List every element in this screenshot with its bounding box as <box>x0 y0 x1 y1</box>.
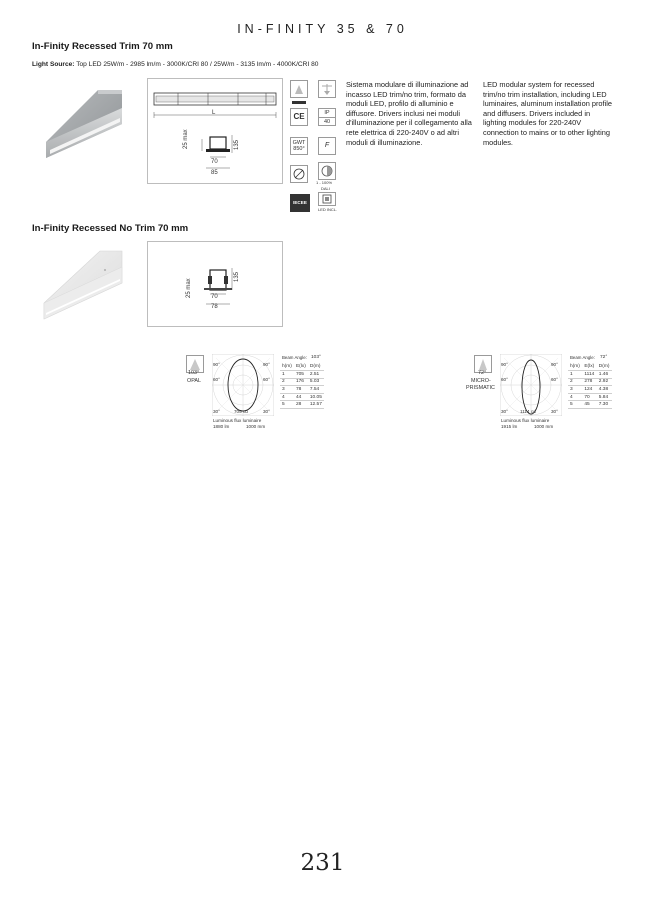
table-row <box>568 401 612 409</box>
opal-angle-tr: 90° <box>263 362 270 367</box>
cell-e: 278 <box>582 378 596 386</box>
table-row <box>568 393 612 401</box>
cell-d: 2.92 <box>597 378 612 386</box>
col-h: h(m) <box>568 363 582 371</box>
micro-peak-cd: 1114 cd <box>520 409 536 414</box>
table-row <box>280 401 324 409</box>
downlight-arrow-icon <box>318 80 336 98</box>
cell-d: 5.84 <box>597 393 612 401</box>
opal-flux-title: Luminous flux luminaire <box>213 418 262 423</box>
table-row <box>280 371 324 379</box>
cell-h: 4 <box>568 393 582 401</box>
micro-angle: 72° <box>478 370 487 376</box>
light-source-label: Light Source: <box>32 61 75 68</box>
col-e: E(lx) <box>582 363 596 371</box>
cell-d: 12.57 <box>308 401 324 409</box>
micro-angle-bl: 30° <box>501 409 508 414</box>
cell-e: 124 <box>582 386 596 394</box>
cell-d: 2.51 <box>308 371 324 379</box>
table-row <box>280 378 324 386</box>
opal-flux-value: 1880 lm <box>213 424 230 429</box>
description-english: LED modular system for recessed trim/no trim installation, including LED luminaires, aluminum installation profile and diffusers. Drivers included in lighting modules for 220-240V connection to mains or to other lighting modules. <box>483 80 612 147</box>
cell-h: 3 <box>280 386 294 394</box>
micro-angle-br: 30° <box>551 409 558 414</box>
cell-h: 4 <box>280 393 294 401</box>
micro-angle-ml: 60° <box>501 377 508 382</box>
cell-h: 2 <box>568 378 582 386</box>
product-photo-trim <box>40 84 135 164</box>
cell-h: 5 <box>568 401 582 409</box>
col-d: D(m) <box>308 363 324 371</box>
micro-length-note: 1000 mm <box>534 424 554 429</box>
col-h: h(m) <box>280 363 294 371</box>
cell-d: 5.03 <box>308 378 324 386</box>
cell-h: 3 <box>568 386 582 394</box>
cell-e: 70 <box>582 393 596 401</box>
recessed-lamp-icon <box>290 80 308 98</box>
opal-peak-cd: 705 cd <box>234 409 248 414</box>
ip-value: 40 <box>318 117 336 126</box>
table-row <box>280 393 324 401</box>
micro-beam-value: 72° <box>600 355 608 360</box>
cell-h: 1 <box>568 371 582 379</box>
micro-flux-value: 1915 lm <box>501 424 518 429</box>
col-e: E(lx) <box>294 363 308 371</box>
table-row <box>568 386 612 394</box>
cell-d: 10.05 <box>308 393 324 401</box>
gwt-line1: GWT <box>292 140 306 146</box>
dim-height-no-trim: 25 max <box>186 278 192 298</box>
table-header-row <box>280 363 324 371</box>
opal-length-note: 1000 mm <box>246 424 266 429</box>
micro-illuminance-table <box>568 363 612 409</box>
page-number: 231 <box>300 850 345 876</box>
cell-d: 7.30 <box>597 401 612 409</box>
ip-label: IP <box>318 108 336 117</box>
dim-depth-no-trim: 135 <box>234 271 240 282</box>
gwt-icon <box>290 137 308 155</box>
dim-width-outer-no-trim: 78 <box>211 304 218 310</box>
micro-flux-title: Luminous flux luminaire <box>501 418 550 423</box>
cell-e: 705 <box>294 371 308 379</box>
opal-beam-label: Beam Angle: <box>282 355 307 360</box>
section-title-recessed-trim: In-Finity Recessed Trim 70 mm <box>32 41 173 52</box>
cell-h: 2 <box>280 378 294 386</box>
cell-e: 176 <box>294 378 308 386</box>
led-incl-label: LED INCL. <box>318 207 338 212</box>
technical-drawing-no-trim <box>147 241 283 327</box>
cell-h: 5 <box>280 401 294 409</box>
opal-angle-mr: 60° <box>263 377 270 382</box>
opal-name: OPAL <box>187 378 201 384</box>
table-row <box>568 378 612 386</box>
table-row <box>568 371 612 379</box>
dimming-icon <box>318 162 336 180</box>
dim-width-outer: 85 <box>211 170 218 176</box>
technical-drawing-trim <box>147 78 283 184</box>
cell-e: 78 <box>294 386 308 394</box>
opal-beam-value: 103° <box>311 355 321 360</box>
opal-angle-ml: 60° <box>213 377 220 382</box>
no-cover-icon <box>290 165 308 183</box>
cell-d: 1.46 <box>597 371 612 379</box>
cell-d: 4.38 <box>597 386 612 394</box>
table-header-row <box>568 363 612 371</box>
product-photo-no-trim <box>40 243 130 325</box>
dim-height: 25 max <box>183 129 189 149</box>
opal-illuminance-table <box>280 363 324 409</box>
lamp-bar-icon <box>290 100 308 106</box>
col-d: D(m) <box>597 363 612 371</box>
opal-angle: 103° <box>188 370 200 376</box>
light-source-line <box>32 61 318 68</box>
dimension-drawing <box>148 79 282 183</box>
dim-depth: 135 <box>234 139 240 150</box>
cell-e: 1114 <box>582 371 596 379</box>
ce-icon: CE <box>290 108 308 126</box>
opal-angle-tl: 90° <box>213 362 220 367</box>
light-source-text: Top LED 25W/m - 2985 lm/m - 3000K/CRI 80 / 25W/m - 3135 lm/m - 4000K/CRI 80 <box>76 61 319 68</box>
cell-e: 28 <box>294 401 308 409</box>
dim-width-inner-no-trim: 70 <box>211 294 218 300</box>
section-title-recessed-no-trim: In-Finity Recessed No Trim 70 mm <box>32 223 189 234</box>
micro-beam-label: Beam Angle: <box>570 355 595 360</box>
f-mark-icon: F <box>318 137 336 155</box>
cell-h: 1 <box>280 371 294 379</box>
dim-range-label: 1 - 100% <box>316 180 333 185</box>
series-title: IN-FINITY 35 & 70 <box>237 22 408 36</box>
micro-name-2: PRISMATIC <box>466 385 495 391</box>
dim-length: L <box>212 110 216 116</box>
cell-e: 44 <box>294 393 308 401</box>
micro-angle-tr: 90° <box>551 362 558 367</box>
cell-e: 45 <box>582 401 596 409</box>
opal-angle-br: 30° <box>263 409 270 414</box>
micro-angle-tl: 90° <box>501 362 508 367</box>
iecee-icon: IECEE <box>290 194 310 212</box>
opal-angle-bl: 30° <box>213 409 220 414</box>
dimension-drawing-no-trim <box>148 242 282 326</box>
led-included-icon <box>318 192 336 206</box>
dali-label: DALI <box>321 186 330 191</box>
micro-name-1: MICRO- <box>471 378 491 384</box>
gwt-line2: 850° <box>293 146 305 152</box>
micro-angle-mr: 60° <box>551 377 558 382</box>
description-italian: Sistema modulare di illuminazione ad incasso LED trim/no trim, formato da moduli LED, profilo di alluminio e diffusore. Drivers inclusi nei moduli d'illuminazione per il collegamento alla rete elettrica di 220-240V o ad altri moduli di illuminazione. <box>346 80 472 147</box>
cell-d: 7.54 <box>308 386 324 394</box>
dim-width-inner: 70 <box>211 159 218 165</box>
table-row <box>280 386 324 394</box>
